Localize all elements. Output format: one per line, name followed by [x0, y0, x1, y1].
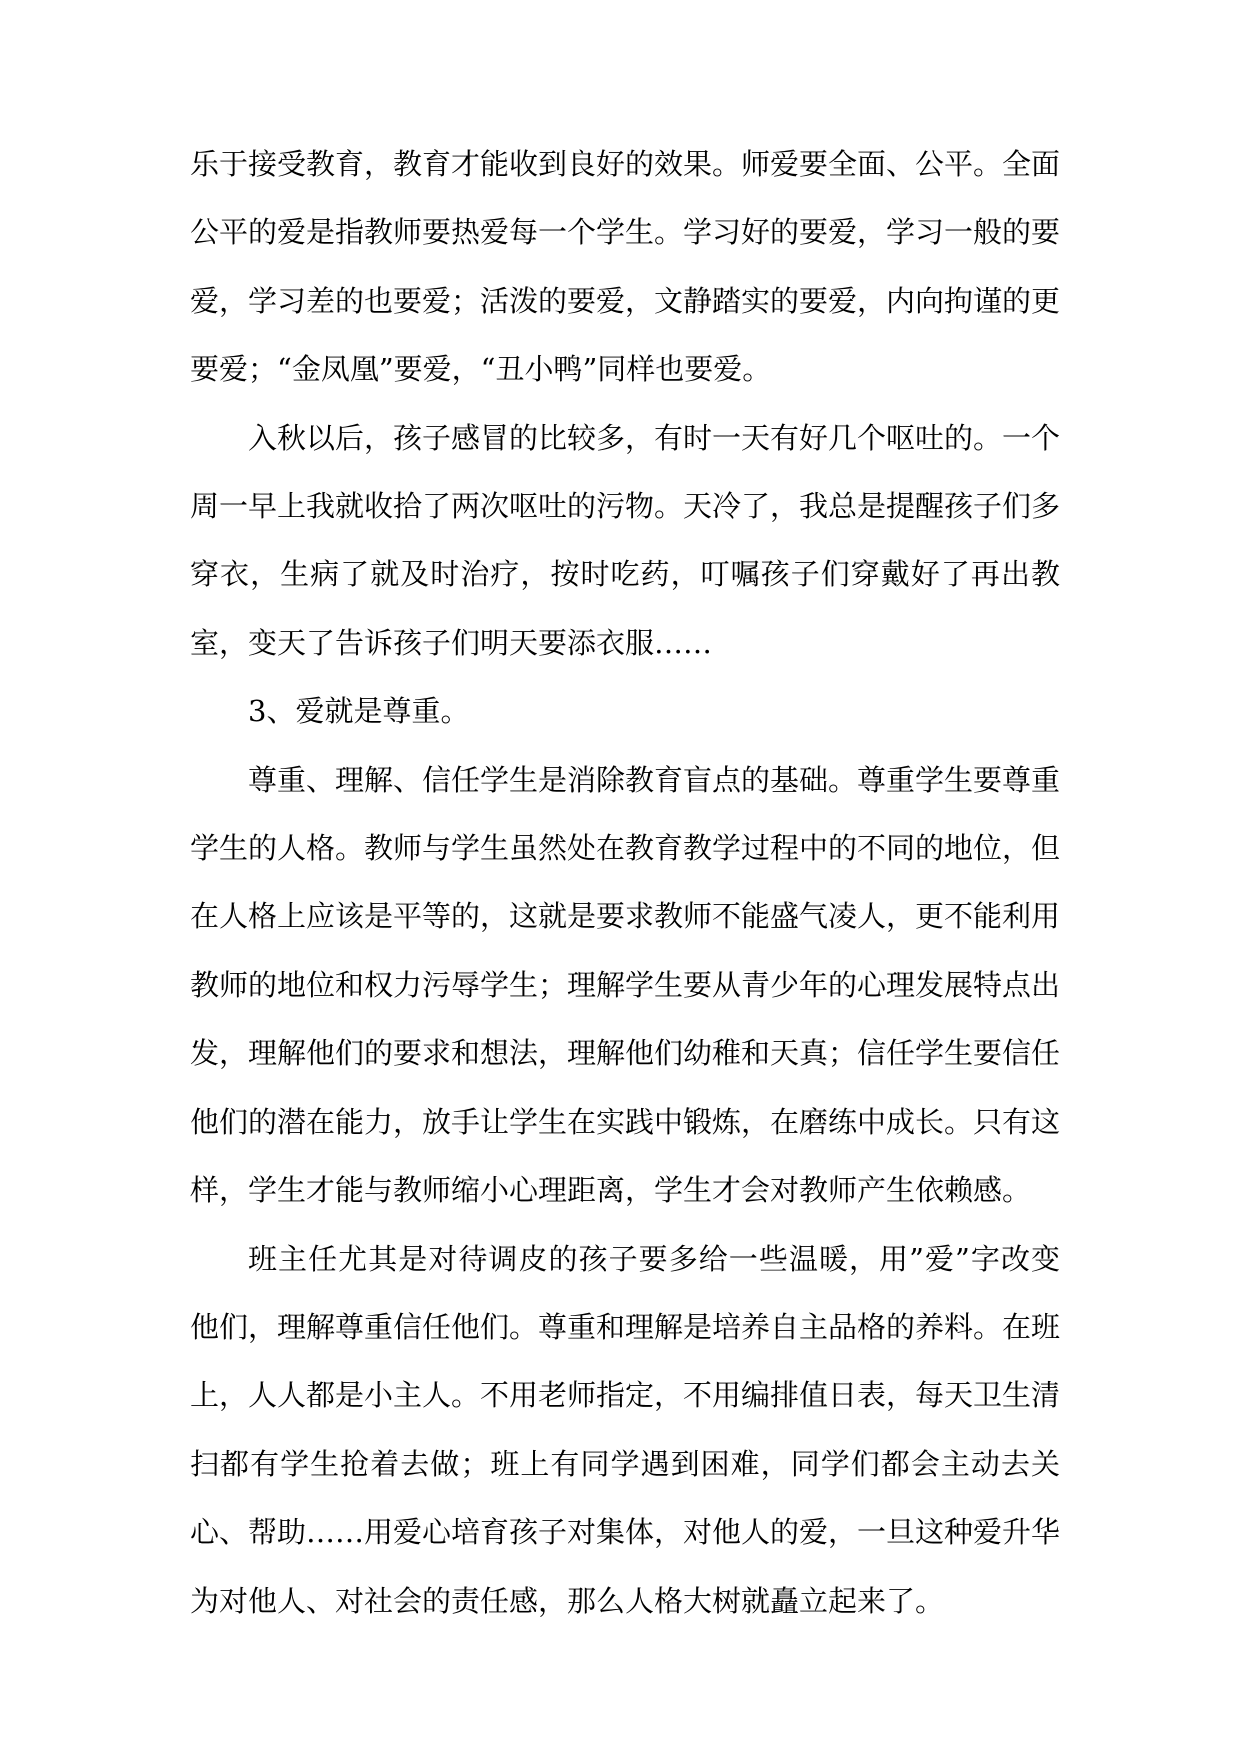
paragraph-2: 入秋以后，孩子感冒的比较多，有时一天有好几个呕吐的。一个周一早上我就收拾了两次呕吐的污物。天冷了，我总是提醒孩子们多穿衣，生病了就及时治疗，按时吃药，叮嘱孩子们穿戴好了再出教室，变天了告诉孩子们明天要添衣服……	[190, 420, 1061, 660]
paragraph-5: 班主任尤其是对待调皮的孩子要多给一些温暖，用”爱”字改变他们，理解尊重信任他们。尊重和理解是培养自主品格的养料。在班上，人人都是小主人。不用老师指定，不用编排值日表，每天卫生清扫都有学生抢着去做；班上有同学遇到困难，同学们都会主动去关心、帮助……用爱心培育孩子对集体，对他人的爱，一旦这种爱升华为对他人、对社会的责任感，那么人格大树就矗立起来了。	[190, 1241, 1061, 1618]
section-heading-3: 3、爱就是尊重。	[248, 694, 470, 729]
paragraph-1: 乐于接受教育，教育才能收到良好的效果。师爱要全面、公平。全面公平的爱是指教师要热爱每一个学生。学习好的要爱，学习一般的要爱，学习差的也要爱；活泼的要爱，文静踏实的要爱，内向拘谨的更要爱；“金凤凰”要爱，“丑小鸭”同样也要爱。	[190, 147, 1061, 387]
paragraph-4: 尊重、理解、信任学生是消除教育盲点的基础。尊重学生要尊重学生的人格。教师与学生虽然处在教育教学过程中的不同的地位，但在人格上应该是平等的，这就是要求教师不能盛气凌人，更不能利用教师的地位和权力污辱学生；理解学生要从青少年的心理发展特点出发，理解他们的要求和想法，理解他们幼稚和天真；信任学生要信任他们的潜在能力，放手让学生在实践中锻炼，在磨练中成长。只有这样，学生才能与教师缩小心理距离，学生才会对教师产生依赖感。	[190, 762, 1061, 1208]
document-page	[190, 130, 1060, 1635]
